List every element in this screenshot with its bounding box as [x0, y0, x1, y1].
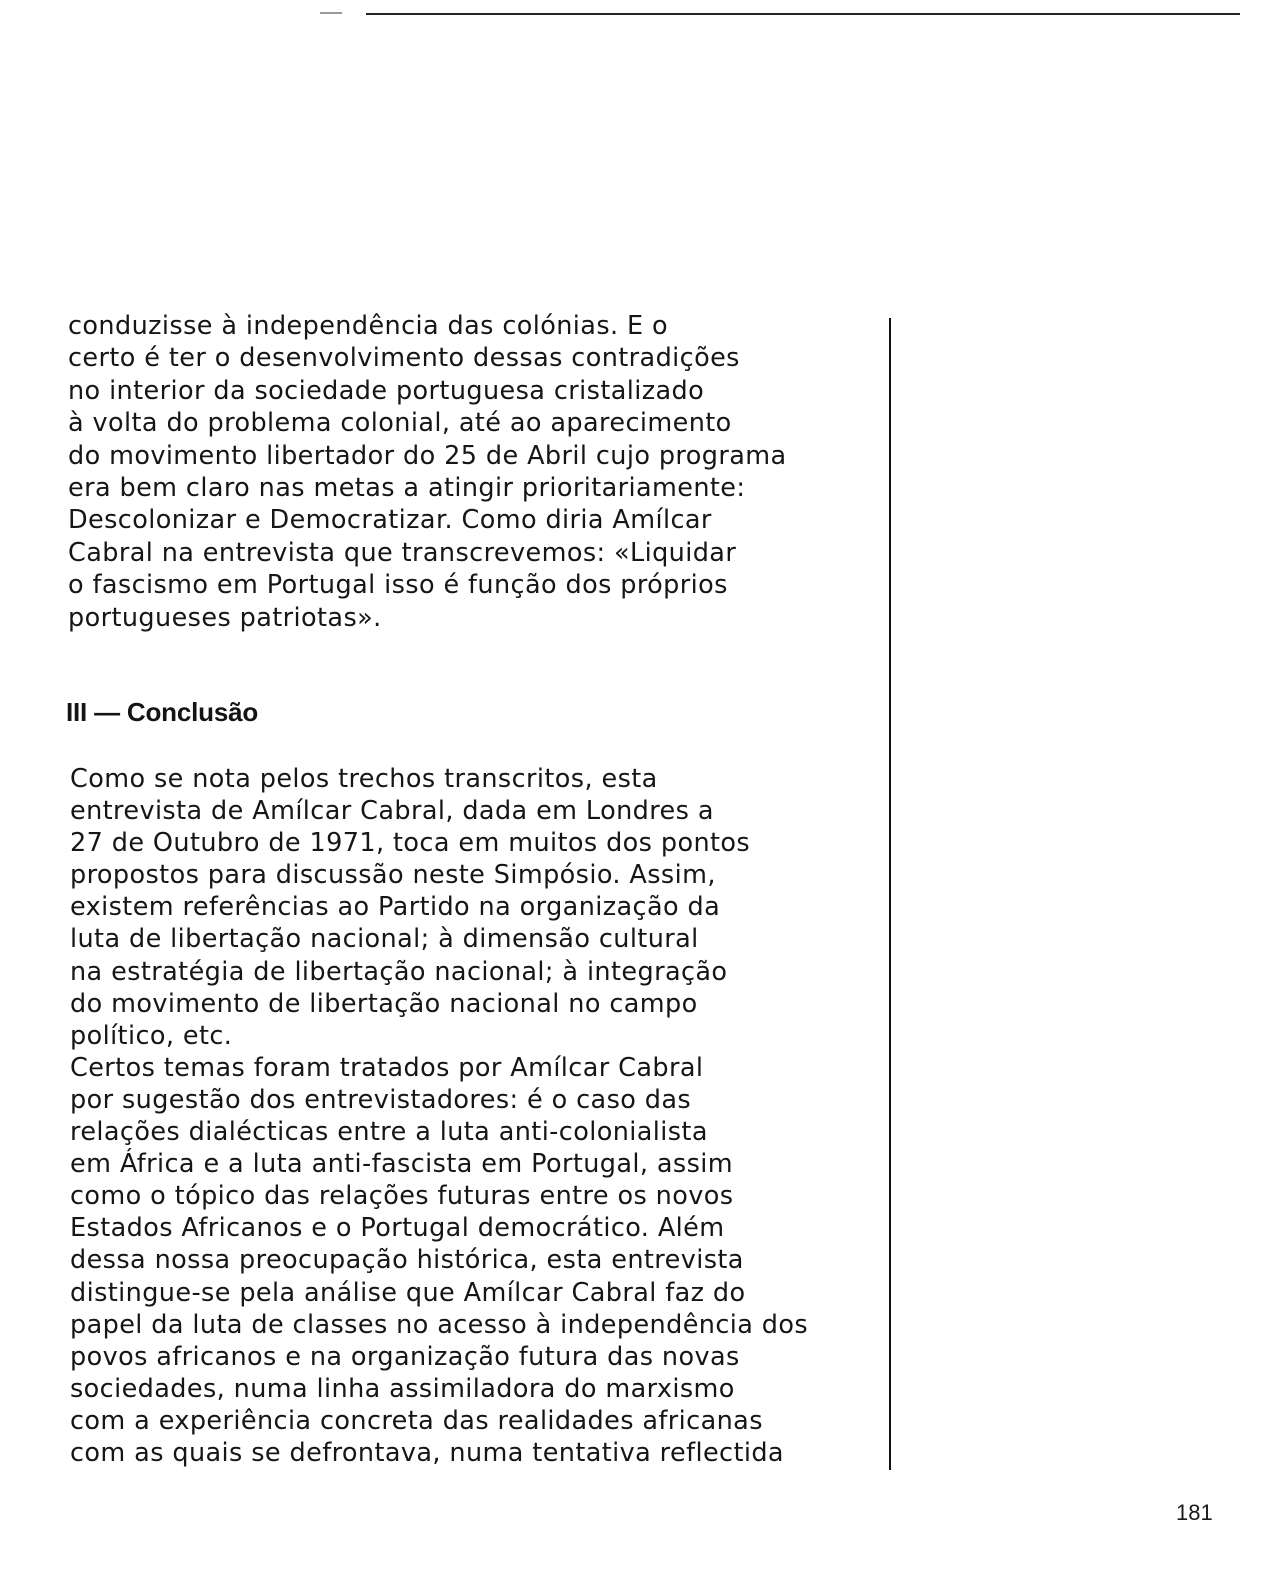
- text-line: distingue-se pela análise que Amílcar Cabral faz do: [70, 1277, 746, 1308]
- text-line: do movimento libertador do 25 de Abril cujo programa: [68, 440, 787, 471]
- paragraph-2: [70, 763, 808, 1469]
- text-line: existem referências ao Partido na organização da: [70, 892, 721, 923]
- text-line: sociedades, numa linha assimiladora do marxismo: [70, 1373, 735, 1404]
- text-line: portugueses patriotas».: [68, 602, 382, 633]
- text-line: certo é ter o desenvolvimento dessas contradições: [68, 343, 740, 374]
- text-line: Certos temas foram tratados por Amílcar Cabral: [70, 1052, 704, 1083]
- text-line: Como se nota pelos trechos transcritos, esta: [70, 764, 658, 794]
- text-line: com a experiência concreta das realidades africanas: [70, 1405, 763, 1436]
- text-line: propostos para discussão neste Simpósio. Assim,: [70, 860, 716, 891]
- text-line: o fascismo em Portugal isso é função dos próprios: [68, 570, 728, 601]
- paragraph-1: [68, 310, 787, 634]
- margin-rule: [889, 318, 891, 1470]
- text-line: em África e a luta anti-fascista em Portugal, assim: [70, 1149, 734, 1180]
- header-rule: [366, 13, 1240, 15]
- text-line: entrevista de Amílcar Cabral, dada em Londres a: [70, 796, 714, 827]
- text-line: povos africanos e na organização futura das novas: [70, 1341, 740, 1372]
- text-line: luta de libertação nacional; à dimensão cultural: [70, 924, 699, 955]
- text-line: Cabral na entrevista que transcrevemos: «Liquidar: [68, 537, 737, 568]
- text-line: era bem claro nas metas a atingir prioritariamente:: [68, 473, 746, 504]
- text-line: na estratégia de libertação nacional; à integração: [70, 956, 728, 987]
- text-line: conduzisse à independência das colónias. E o: [68, 311, 669, 341]
- header-rule-short: [320, 12, 342, 14]
- text-line: à volta do problema colonial, até ao aparecimento: [68, 408, 732, 439]
- text-line: 27 de Outubro de 1971, toca em muitos dos pontos: [70, 828, 751, 859]
- text-line: com as quais se defrontava, numa tentativa reflectida: [70, 1437, 784, 1468]
- section-heading: III — Conclusão: [66, 697, 259, 727]
- text-line: papel da luta de classes no acesso à independência dos: [70, 1309, 809, 1340]
- text-line: político, etc.: [70, 1020, 233, 1051]
- text-line: Descolonizar e Democratizar. Como diria Amílcar: [68, 505, 712, 536]
- text-line: do movimento de libertação nacional no campo: [70, 988, 698, 1019]
- text-line: no interior da sociedade portuguesa cristalizado: [68, 375, 705, 406]
- text-line: como o tópico das relações futuras entre os novos: [70, 1181, 734, 1212]
- text-line: Estados Africanos e o Portugal democrático. Além: [70, 1213, 725, 1244]
- page-number: 181: [1176, 1500, 1213, 1525]
- text-line: por sugestão dos entrevistadores: é o caso das: [70, 1084, 692, 1115]
- text-line: relações dialécticas entre a luta anti-colonialista: [70, 1117, 708, 1148]
- text-line: dessa nossa preocupação histórica, esta entrevista: [70, 1245, 744, 1276]
